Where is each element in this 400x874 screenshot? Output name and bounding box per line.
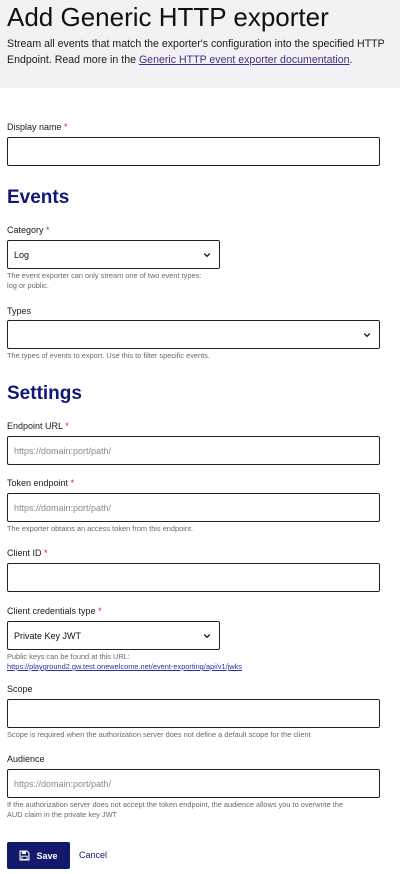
category-label-text: Category (7, 225, 44, 235)
chevron-down-icon (203, 251, 211, 259)
client-credentials-hint-text: Public keys can be found at this URL: (7, 652, 130, 661)
token-endpoint-label-text: Token endpoint (7, 478, 69, 488)
audience-hint-line1: If the authorization server does not accept the token endpoint, the audience allows you to overwrite the (7, 800, 344, 809)
token-endpoint-hint: The exporter obtains an access token from this endpoint. (7, 524, 194, 533)
scope-label: Scope (7, 684, 33, 694)
required-mark: * (64, 122, 68, 132)
display-name-label-text: Display name (7, 122, 62, 132)
events-heading: Events (7, 187, 70, 208)
page-description (7, 36, 393, 68)
client-id-input[interactable] (7, 563, 380, 592)
required-mark: * (65, 421, 69, 431)
endpoint-url-label (7, 420, 69, 432)
client-id-label-text: Client ID (7, 548, 42, 558)
display-name-input[interactable] (7, 137, 380, 166)
display-name-label (7, 121, 68, 133)
token-endpoint-input[interactable] (7, 493, 380, 522)
audience-label: Audience (7, 754, 45, 764)
save-button-label: Save (36, 850, 58, 861)
cancel-button[interactable]: Cancel (79, 850, 108, 860)
client-credentials-type-selected-value: Private Key JWT (14, 630, 82, 641)
category-select[interactable] (7, 240, 220, 269)
page-description-end: . (349, 54, 353, 66)
required-mark: * (70, 478, 75, 488)
audience-hint (7, 800, 343, 820)
scope-input[interactable] (7, 699, 380, 728)
chevron-down-icon (363, 331, 371, 339)
types-label: Types (7, 306, 32, 316)
settings-heading: Settings (7, 383, 82, 404)
endpoint-url-label-text: Endpoint URL (7, 421, 63, 431)
page-title: Add Generic HTTP exporter (7, 2, 329, 32)
page-description-text: Stream all events that match the exporter's configuration into the specified HTTP Endpoint. Read more in the (7, 38, 385, 66)
audience-input[interactable] (7, 769, 380, 798)
category-label (7, 224, 50, 236)
types-hint: The types of events to export. Use this to filter specific events. (7, 351, 210, 360)
category-hint-line2: log or public. (7, 281, 49, 290)
category-selected-value: Log (14, 249, 30, 260)
client-credentials-type-select[interactable] (7, 621, 220, 650)
required-mark: * (44, 548, 48, 558)
types-select[interactable] (7, 320, 380, 349)
scope-hint: Scope is required when the authorization server does not define a default scope for the client (7, 730, 311, 739)
client-credentials-type-label (7, 605, 102, 617)
doc-link[interactable]: Generic HTTP event exporter documentation (138, 54, 350, 66)
audience-hint-line2: AUD claim in the private key JWT (7, 810, 118, 819)
save-button[interactable] (7, 842, 70, 869)
required-mark: * (98, 606, 102, 616)
chevron-down-icon (203, 632, 211, 640)
floppy-disk-icon (19, 850, 30, 861)
category-hint (7, 271, 201, 291)
required-mark: * (46, 225, 50, 235)
jwks-link[interactable]: https://playground2.gw.test.onewelcome.net/event-exporting/api/v1/jwks (7, 662, 242, 671)
client-credentials-type-label-text: Client credentials type (7, 606, 96, 616)
client-credentials-hint (7, 652, 242, 672)
client-id-label (7, 547, 48, 559)
category-hint-line1: The event exporter can only stream one of two event types: (7, 271, 202, 280)
endpoint-url-input[interactable] (7, 436, 380, 465)
token-endpoint-label (7, 477, 74, 489)
